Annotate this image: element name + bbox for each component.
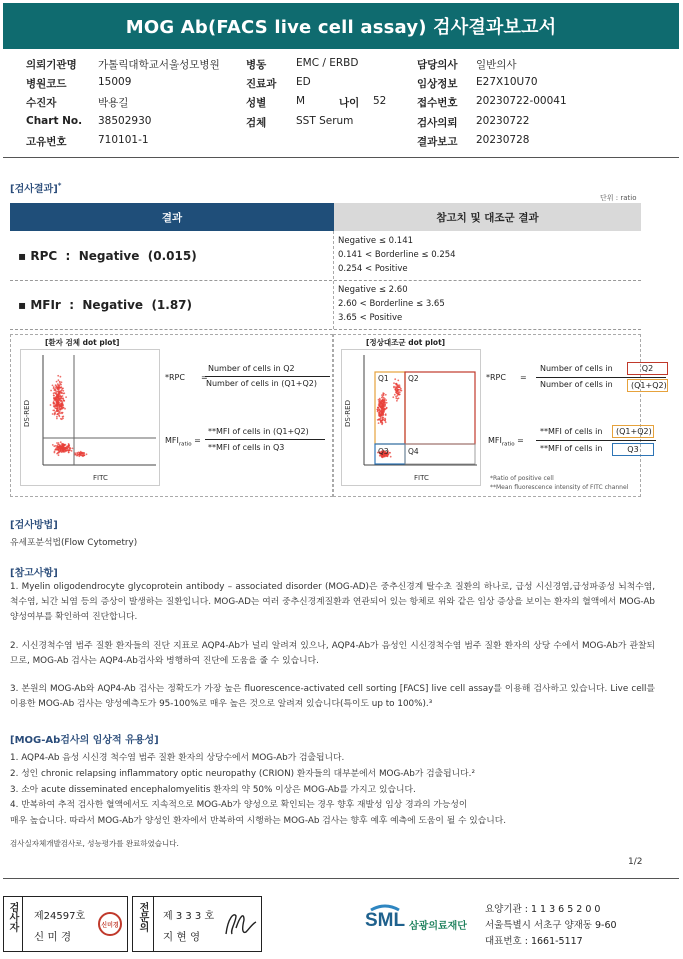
dot (69, 448, 71, 450)
dot (61, 418, 63, 420)
dot (62, 416, 64, 418)
dot (57, 452, 59, 454)
dot (53, 394, 55, 396)
dot (382, 403, 384, 405)
dot (396, 384, 398, 386)
mfir-ref: 2.60 < Borderline ≤ 3.65 (338, 299, 445, 309)
patient-scatter (21, 350, 161, 487)
dot (55, 405, 57, 407)
dot (384, 419, 386, 421)
y-axis-label: DS-RED (23, 400, 31, 428)
dot (56, 402, 58, 404)
dot (398, 397, 400, 399)
dot (386, 407, 388, 409)
dev-footnote: 검사실자체개발검사로, 성능평가를 완료하였습니다. (10, 839, 179, 848)
dot (57, 447, 59, 449)
report-title: MOG Ab(FACS live cell assay) 검사결과보고서 (3, 3, 679, 49)
rpc-denominator: Number of cells in (Q1+Q2) (206, 379, 317, 388)
dot (384, 418, 386, 420)
dot (60, 406, 62, 408)
info-label: 검사의뢰 (417, 117, 458, 129)
mfi-numerator: **MFI of cells in (Q1+Q2) (208, 427, 309, 436)
dot (390, 456, 392, 458)
dot (78, 455, 80, 457)
dot (62, 408, 64, 410)
dot (56, 404, 58, 406)
dot (382, 394, 384, 396)
info-label: 나이 (339, 97, 360, 109)
org-name: 삼광의료재단 (409, 921, 467, 932)
q1q2-box: (Q1+Q2) (627, 379, 668, 392)
dot (59, 381, 61, 383)
dot (385, 399, 387, 401)
dot (60, 396, 62, 398)
results-title: [검사결과]* (10, 181, 62, 195)
dot (64, 408, 66, 410)
dot (384, 401, 386, 403)
info-label: 성별 (246, 97, 267, 109)
dot (65, 396, 67, 398)
dot (54, 392, 56, 394)
dot (392, 396, 394, 398)
info-value: 52 (373, 95, 387, 107)
dot (379, 415, 381, 417)
dot (377, 410, 379, 412)
dot (393, 386, 395, 388)
dot (60, 397, 62, 399)
dot (61, 412, 63, 414)
info-value: 20230728 (476, 134, 530, 146)
dot (393, 382, 395, 384)
mfi-formula-label: $MFI_{ratio}$ = (165, 436, 201, 448)
rpc-ref: 0.254 < Positive (338, 264, 408, 274)
patient-plot-title: [환자 검체 dot plot] (45, 338, 120, 347)
clinical-item: 3. 소아 acute disseminated encephalomyelitis 환자의 약 50% 이상은 MOG-Ab를 가지고 있습니다. (10, 785, 416, 795)
doctor-license: 제 3 3 3 호 (163, 911, 215, 922)
dot (61, 381, 63, 383)
dot (382, 410, 384, 412)
dot (395, 396, 397, 398)
y-axis-label: DS-RED (344, 400, 352, 428)
clinical-item: 4. 반복하여 추적 검사한 혈액에서도 지속적으로 MOG-Ab가 양성으로 확인되는 경우 향후 재발성 임상 경과의 가능성이 (10, 800, 468, 810)
dot (398, 386, 400, 388)
clinical-item: 매우 높습니다. 따라서 MOG-Ab가 양성인 환자에서 반복하여 시행하는 MOG-Ab 검사는 향후 예후 예측에 도움이 될 수 있습니다. (10, 816, 507, 826)
org-address: 서울특별시 서초구 양재동 9-60 (485, 920, 617, 931)
info-label: 결과보고 (417, 136, 458, 148)
dot (78, 452, 80, 454)
dot (53, 445, 55, 447)
dot (61, 403, 63, 405)
rpc-numerator: Number of cells in Q2 (208, 364, 295, 373)
mfi-denominator-text: **MFI of cells in (540, 444, 603, 453)
dot (56, 381, 58, 383)
fraction-line (536, 377, 666, 378)
dot (65, 447, 67, 449)
dot (56, 416, 58, 418)
q2-box: Q2 (627, 362, 668, 375)
clinical-item: 1. AQP4-Ab 음성 시신경 척수염 범주 질환 환자의 상당수에서 MOG-Ab가 검출됩니다. (10, 753, 345, 763)
info-label: 검체 (246, 117, 267, 129)
dot (378, 405, 380, 407)
mfir-ref: 3.65 < Positive (338, 313, 403, 323)
info-label: 수진자 (26, 97, 57, 109)
dot (52, 413, 54, 415)
q1q2-box: (Q1+Q2) (612, 425, 654, 438)
method-title: [검사방법] (10, 520, 58, 531)
mfi-denominator: **MFI of cells in Q3 (208, 443, 285, 452)
sml-logo-icon (365, 904, 405, 940)
dot (58, 391, 60, 393)
q3-box: Q3 (612, 443, 654, 456)
dot (53, 387, 55, 389)
q3-label: Q3 (378, 447, 389, 456)
fraction-line (205, 439, 325, 440)
info-value: 20230722-00041 (476, 95, 567, 107)
rpc-result: ▪ RPC : Negative (0.015) (18, 249, 197, 263)
dot (396, 400, 398, 402)
notes-title: [참고사항] (10, 568, 58, 579)
dot (381, 423, 383, 425)
doctor-label: 전문의 (137, 902, 148, 932)
x-axis-label: FITC (414, 474, 429, 482)
dot (383, 414, 385, 416)
reference-header: 참고치 및 대조군 결과 (334, 203, 641, 231)
dot (379, 413, 381, 415)
dot (378, 422, 380, 424)
dot (61, 388, 63, 390)
dot (384, 403, 386, 405)
info-label: 진료과 (246, 78, 277, 90)
dot (395, 386, 397, 388)
info-label: 의뢰기관명 (26, 59, 77, 71)
rpc-ref: Negative ≤ 0.141 (338, 236, 414, 246)
control-dot-plot (341, 349, 481, 486)
info-value: 20230722 (476, 115, 530, 127)
dot (58, 402, 60, 404)
dot (58, 400, 60, 402)
patient-dots (50, 375, 88, 457)
dot (395, 389, 397, 391)
equals-sign: = (201, 373, 208, 382)
dot (400, 388, 402, 390)
column-divider (333, 231, 334, 329)
info-label: 임상정보 (417, 78, 458, 90)
divider (3, 157, 679, 158)
dot (52, 385, 54, 387)
dot (60, 376, 62, 378)
note-paragraph-2: 2. 시신경척수염 범주 질환 환자들의 진단 지표로 AQP4-Ab가 널리 알려져 있으나, AQP4-Ab가 음성인 시신경척수염 범주 질환 환자의 상당 수에서 MOG-Ab가 관찰되므로, MOG-Ab 검사는 AQP4-Ab검사와 병행하여 진단에 도움을 줄 수 있습니다. (10, 641, 655, 666)
dot (385, 394, 387, 396)
mfir-ref: Negative ≤ 2.60 (338, 285, 408, 295)
result-header: 결과 (10, 203, 334, 231)
footnote-ratio: *Ratio of positive cell (490, 475, 554, 482)
control-plot-title: [정상대조군 dot plot] (366, 338, 446, 347)
rpc-denominator-text: Number of cells in (540, 380, 613, 389)
dot (380, 407, 382, 409)
footnote-mfi: **Mean fluorescence intensity of FITC channel (490, 484, 629, 491)
page-number: 1/2 (628, 857, 643, 867)
dot (76, 455, 78, 457)
dot (59, 411, 61, 413)
dot (62, 445, 64, 447)
dot (55, 390, 57, 392)
dot (71, 450, 73, 452)
dot (58, 385, 60, 387)
dot (389, 452, 391, 454)
dot (54, 398, 56, 400)
dot (382, 398, 384, 400)
dot (61, 392, 63, 394)
info-value: M (296, 95, 306, 107)
dot (74, 454, 76, 456)
info-value: 710101-1 (98, 134, 149, 146)
dot (54, 449, 56, 451)
info-label: 병동 (246, 59, 267, 71)
dot (379, 400, 381, 402)
dot (56, 442, 58, 444)
signature-footer (0, 890, 683, 959)
dot (61, 401, 63, 403)
org-phone: 대표번호 : 1661-5117 (485, 936, 583, 947)
info-label: 접수번호 (417, 97, 458, 109)
info-value: E27X10U70 (476, 76, 538, 88)
dot (57, 383, 59, 385)
tester-seal: 신미경 (98, 912, 122, 936)
dot (57, 375, 59, 377)
divider (3, 878, 679, 879)
dot (66, 445, 68, 447)
dot (56, 387, 58, 389)
dot (379, 402, 381, 404)
dot (62, 451, 64, 453)
dot (68, 443, 70, 445)
dot (394, 378, 396, 380)
dot (54, 452, 56, 454)
info-value: SST Serum (296, 115, 354, 127)
clinical-item: 2. 성인 chronic relapsing inflammatory optic neuropathy (CRION) 환자들의 대부분에서 MOG-Ab가 검출됩니다.² (10, 769, 475, 779)
dot (378, 419, 380, 421)
mfi-formula-label: $MFI_{ratio}$ = (488, 436, 524, 448)
dot (56, 407, 58, 409)
info-value: ED (296, 76, 311, 88)
q2-label: Q2 (408, 374, 419, 383)
dot (57, 413, 59, 415)
dot (74, 452, 76, 454)
rpc-formula-label: *RPC (486, 373, 506, 382)
tester-license: 제24597호 (34, 911, 86, 922)
unit-label: 단위 : ratio (600, 194, 637, 202)
dot (82, 455, 84, 457)
note-paragraph-1: 1. Myelin oligodendrocyte glycoprotein antibody – associated disorder (MOG-AD)은 중추신경계 탈수초 질환의 하나로, 급성 시신경염,급성파종성 뇌척수염, 척수염, 뇌간 뇌염 등의 증상이 발생하는 질환입니다. MOG-AD는 여러 중추신경계질환과 연관되어 있는 항체로 위와 같은 임상 증상을 보이는 환자의 혈액에서 MOG-Ab 양성여부를 확인하여 진단합니다. (10, 582, 655, 622)
dot (57, 410, 59, 412)
dot (398, 394, 400, 396)
dot (86, 453, 88, 455)
mfir-result: ▪ MFIr : Negative (1.87) (18, 298, 193, 312)
dot (60, 441, 62, 443)
dot (386, 402, 388, 404)
dot (72, 448, 74, 450)
dot (397, 380, 399, 382)
dot (53, 405, 55, 407)
dot (383, 408, 385, 410)
sml-logo-text: SML (365, 910, 406, 931)
info-label: Chart No. (26, 115, 83, 127)
info-value: 15009 (98, 76, 132, 88)
dot (58, 454, 60, 456)
box-divider (22, 896, 23, 952)
dot (385, 413, 387, 415)
dot (385, 421, 387, 423)
tester-name: 신 미 경 (34, 931, 72, 943)
q4-label: Q4 (408, 447, 419, 456)
dot (60, 408, 62, 410)
info-value: EMC / ERBD (296, 57, 359, 69)
dot (382, 417, 384, 419)
dot (68, 449, 70, 451)
info-label: 병원코드 (26, 78, 67, 90)
dot (395, 397, 397, 399)
doctor-name: 지 현 영 (163, 931, 201, 943)
dot (62, 390, 64, 392)
row-divider (10, 280, 641, 281)
patient-dot-plot (20, 349, 160, 486)
method-text: 유세포분석법(Flow Cytometry) (10, 538, 138, 548)
rpc-formula-label: *RPC (165, 373, 185, 382)
control-scatter (342, 350, 482, 487)
rpc-ref: 0.141 < Borderline ≤ 0.254 (338, 250, 456, 260)
dot (56, 418, 58, 420)
info-label: 담당의사 (417, 59, 458, 71)
dot (68, 446, 70, 448)
dot (52, 444, 54, 446)
dot (377, 407, 379, 409)
info-value: 일반의사 (476, 59, 517, 71)
dot (65, 450, 67, 452)
x-axis-label: FITC (93, 474, 108, 482)
dot (53, 401, 55, 403)
info-label: 고유번호 (26, 136, 67, 148)
dot (398, 389, 400, 391)
dot (57, 397, 59, 399)
fraction-line (536, 440, 656, 441)
equals-sign: = (520, 373, 527, 382)
dot (50, 404, 52, 406)
row-divider (10, 329, 641, 330)
dot (63, 400, 65, 402)
dot (58, 379, 60, 381)
clinical-title: [MOG-Ab검사의 임상적 유용성] (10, 735, 159, 746)
rpc-numerator-text: Number of cells in (540, 364, 613, 373)
org-code: 요양기관 : 1 1 3 6 5 2 0 0 (485, 904, 601, 915)
note-paragraph-3: 3. 본원의 MOG-Ab와 AQP4-Ab 검사는 정확도가 가장 높은 fluorescence-activated cell sorting [FACS] live cell assay를 이용해 검사하고 있습니다. Live cell를 이용한 MOG-Ab 검사는 양성예측도가 95-100%로 매우 높은 것으로 알려져 있습니다(특이도 up to 100%).³ (10, 684, 655, 709)
dot (394, 394, 396, 396)
dot (54, 410, 56, 412)
dot (381, 420, 383, 422)
mfi-numerator-text: **MFI of cells in (540, 427, 603, 436)
box-divider (153, 896, 154, 952)
patient-info (0, 0, 683, 160)
fraction-line (205, 376, 330, 377)
dot (50, 390, 52, 392)
info-value: 38502930 (98, 115, 152, 127)
doctor-signature (222, 908, 258, 940)
dot (60, 446, 62, 448)
dot (62, 397, 64, 399)
q1-label: Q1 (378, 374, 389, 383)
dot (54, 411, 56, 413)
info-value: 가톨릭대학교서울성모병원 (98, 59, 220, 71)
dot (381, 397, 383, 399)
dot (60, 387, 62, 389)
tester-label: 검사자 (7, 902, 18, 932)
info-value: 박용길 (98, 97, 129, 109)
